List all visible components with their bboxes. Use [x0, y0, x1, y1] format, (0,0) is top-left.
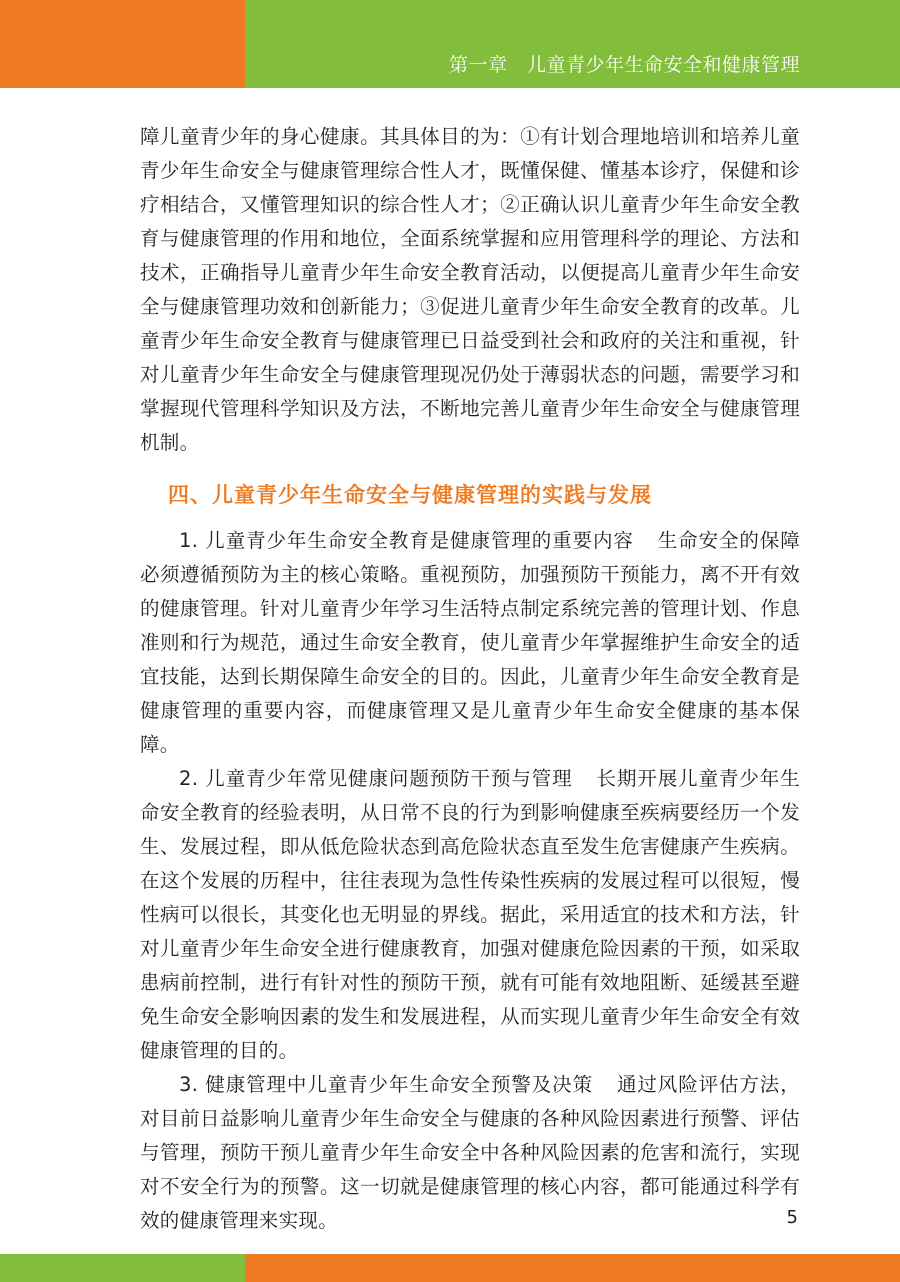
item-2-title: 2. 儿童青少年常见健康问题预防干预与管理: [179, 767, 573, 790]
item-3-title: 3. 健康管理中儿童青少年生命安全预警及决策: [179, 1073, 593, 1096]
header-orange-block: [0, 0, 245, 88]
footer-green-block: [0, 1254, 245, 1282]
item-2-body: 长期开展儿童青少年生命安全教育的经验表明，从日常不良的行为到影响健康至疾病要经历一个发生、发展过程，即从低危险状态到高危险状态直至发生危害健康产生疾病。在这个发展的历程中，往往表现为急性传染性疾病的发展过程可以很短，慢性病可以很长，其变化也无明显的界线。据此，采用适宜的技术和方法，针对儿童青少年生命安全进行健康教育，加强对健康危险因素的干预，如采取患病前控制，进行有针对性的预防干预，就有可能有效地阻断、延缓甚至避免生命安全影响因素的发生和发展进程，从而实现儿童青少年生命安全有效健康管理的目的。: [140, 767, 800, 1062]
item-1-title: 1. 儿童青少年生命安全教育是健康管理的重要内容: [179, 529, 634, 552]
page-number: 5: [786, 1207, 798, 1228]
page-content: [140, 120, 800, 1238]
item-3-body: 通过风险评估方法，对目前日益影响儿童青少年生命安全与健康的各种风险因素进行预警、评估与管理，预防干预儿童青少年生命安全中各种风险因素的危害和流行，实现对不安全行为的预警。这一切就是健康管理的核心内容，都可能通过科学有效的健康管理来实现。: [140, 1073, 801, 1232]
item-2-paragraph: [140, 762, 800, 1068]
item-1-body: 生命安全的保障必须遵循预防为主的核心策略。重视预防，加强预防干预能力，离不开有效的健康管理。针对儿童青少年学习生活特点制定系统完善的管理计划、作息准则和行为规范，通过生命安全教育，使儿童青少年掌握维护生命安全的适宜技能，达到长期保障生命安全的目的。因此，儿童青少年生命安全教育是健康管理的重要内容，而健康管理又是儿童青少年生命安全健康的基本保障。: [140, 529, 800, 756]
chapter-title: 第一章 儿童青少年生命安全和健康管理: [448, 54, 800, 76]
footer-orange-band: [245, 1254, 900, 1282]
item-3-paragraph: [140, 1068, 800, 1238]
item-1-paragraph: [140, 524, 800, 762]
section-heading: 四、儿童青少年生命安全与健康管理的实践与发展: [168, 483, 652, 507]
intro-paragraph: 障儿童青少年的身心健康。其具体目的为：①有计划合理地培训和培养儿童青少年生命安全与健康管理综合性人才，既懂保健、懂基本诊疗，保健和诊疗相结合，又懂管理知识的综合性人才；②正确认识儿童青少年生命安全教育与健康管理的作用和地位，全面系统掌握和应用管理科学的理论、方法和技术，正确指导儿童青少年生命安全教育活动，以便提高儿童青少年生命安全与健康管理功效和创新能力；③促进儿童青少年生命安全教育的改革。儿童青少年生命安全教育与健康管理已日益受到社会和政府的关注和重视，针对儿童青少年生命安全与健康管理现况仍处于薄弱状态的问题，需要学习和掌握现代管理科学知识及方法，不断地完善儿童青少年生命安全与健康管理机制。: [140, 125, 800, 454]
